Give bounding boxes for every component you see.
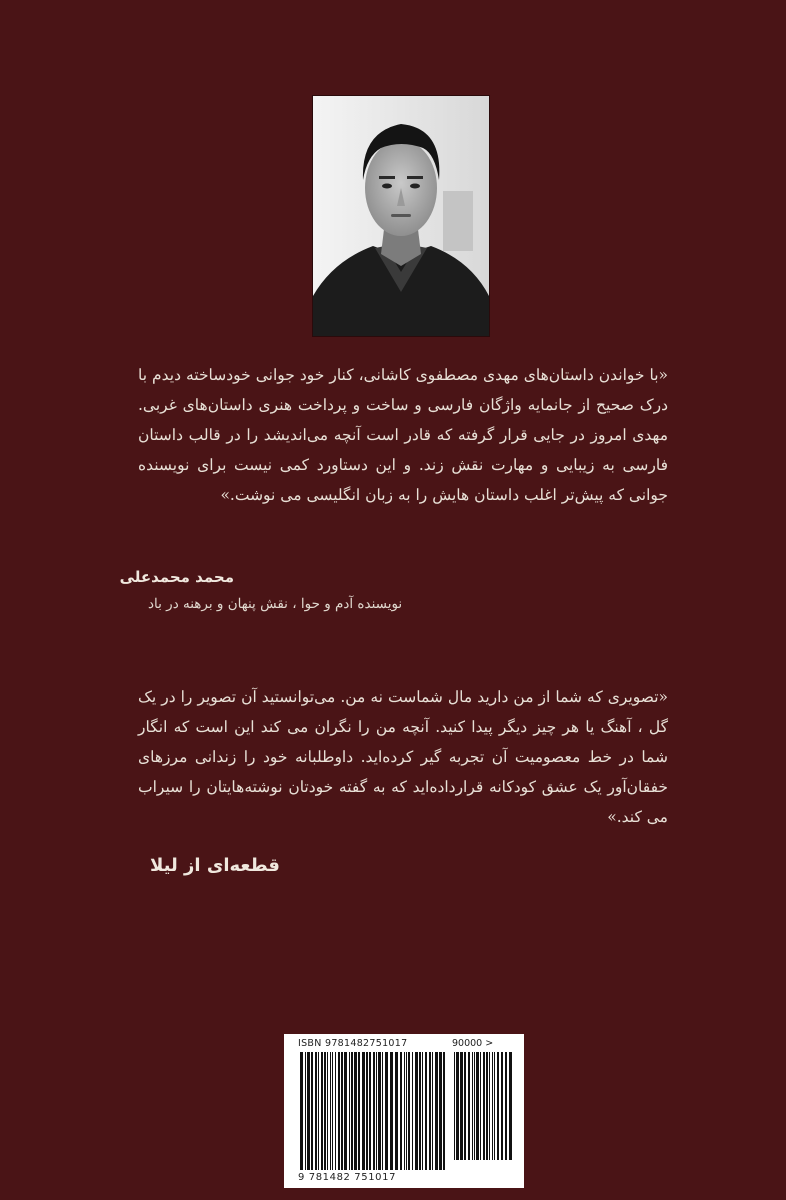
barcode-bar [344,1052,347,1170]
endorsement-quote: «با خواندن داستان‌های مهدی مصطفوی کاشانی، کنار خود جوانی خودساخته دیدم با درک صحیح از جانمایه واژگان فارسی و ساخت و پرداخت هنری داستان‌های غربی. مهدی امروز در جایی قرار گرفته که قادر است آنچه می‌اندیشد را در قالب داستان فارسی به زیبایی و مهارت نقش زند. و این دستاورد کمی نیست برای نویسنده جوانی که پیش‌تر اغلب داستان هایش را به زبان انگلیسی می نوشت.» [138,366,668,504]
author-photo [313,96,489,336]
barcode-bar [509,1052,512,1160]
barcode-bar [501,1052,503,1160]
endorsement-author: محمد محمدعلی [119,568,234,586]
barcode-bar [443,1052,445,1170]
barcode-bar [406,1052,407,1170]
barcode-bar [373,1052,375,1170]
barcode-bar [412,1052,413,1170]
barcode-bar [492,1052,493,1160]
addon-barcode-bars [454,1052,512,1160]
barcode-bar [454,1052,455,1160]
barcode-bar [305,1052,306,1170]
barcode-bar [332,1052,333,1170]
isbn-label: ISBN 9781482751017 [298,1038,408,1049]
barcode-bar [382,1052,383,1170]
barcode-bar [376,1052,377,1170]
endorsement-author-credits: نویسنده آدم و حوا ، نقش پنهان و برهنه در باد [148,596,403,612]
barcode-bars [300,1052,446,1170]
excerpt-title: قطعه‌ای از لیلا [150,855,280,876]
barcode-digits: 9 781482 751017 [298,1172,397,1183]
barcode-bar [358,1052,360,1170]
barcode-bar [456,1052,459,1160]
barcode-bar [300,1052,303,1170]
barcode-bar [341,1052,343,1170]
barcode-bar [369,1052,371,1170]
barcode-bar [435,1052,438,1170]
barcode-bar [338,1052,340,1170]
barcode-bar [335,1052,336,1170]
barcode-bar [419,1052,421,1170]
barcode-bar [400,1052,402,1170]
barcode-bar [505,1052,507,1160]
barcode-bar [390,1052,393,1170]
barcode-bar [439,1052,442,1170]
barcode-bar [327,1052,328,1170]
barcode-bar [395,1052,398,1170]
price-code: 90000 > [452,1038,494,1049]
barcode-bar [311,1052,313,1170]
barcode-bar [321,1052,323,1170]
barcode-bar [472,1052,473,1160]
barcode-bar [486,1052,488,1160]
barcode-bar [474,1052,475,1160]
barcode-bar [408,1052,410,1170]
barcode-bar [460,1052,463,1160]
barcode-bar [349,1052,350,1170]
barcode-bar [330,1052,331,1170]
barcode-bar [404,1052,405,1170]
barcode-bar [497,1052,499,1160]
barcode-bar [318,1052,319,1170]
barcode-bar [378,1052,381,1170]
isbn-barcode [284,1034,524,1188]
barcode-bar [476,1052,479,1160]
barcode-bar [307,1052,310,1170]
barcode-bar [432,1052,433,1170]
barcode-bar [366,1052,368,1170]
barcode-bar [351,1052,353,1170]
barcode-bar [468,1052,470,1160]
barcode-bar [429,1052,431,1170]
barcode-bar [362,1052,365,1170]
barcode-bar [385,1052,388,1170]
barcode-bar [315,1052,317,1170]
barcode-bar [480,1052,481,1160]
barcode-bar [354,1052,357,1170]
barcode-bar [415,1052,418,1170]
barcode-bar [483,1052,485,1160]
barcode-bar [489,1052,490,1160]
barcode-bar [425,1052,427,1170]
barcode-bar [464,1052,466,1160]
barcode-bar [324,1052,326,1170]
barcode-bar [494,1052,495,1160]
book-excerpt: «تصویری که شما از من دارید مال شماست نه من. می‌توانستید آن تصویر را در یک گل ، آهنگ یا هر چیز دیگر پیدا کنید. آنچه من را نگران می کند این است که انگار شما در خط معصومیت آن تجربه گیر کرده‌اید. داوطلبانه خود را زندانی مرزهای خفقان‌آور یک عشق کودکانه قرارداده‌اید که به گفته خودتان نوشته‌هایتان را سیراب می کند.» [138,688,668,826]
barcode-bar [422,1052,423,1170]
